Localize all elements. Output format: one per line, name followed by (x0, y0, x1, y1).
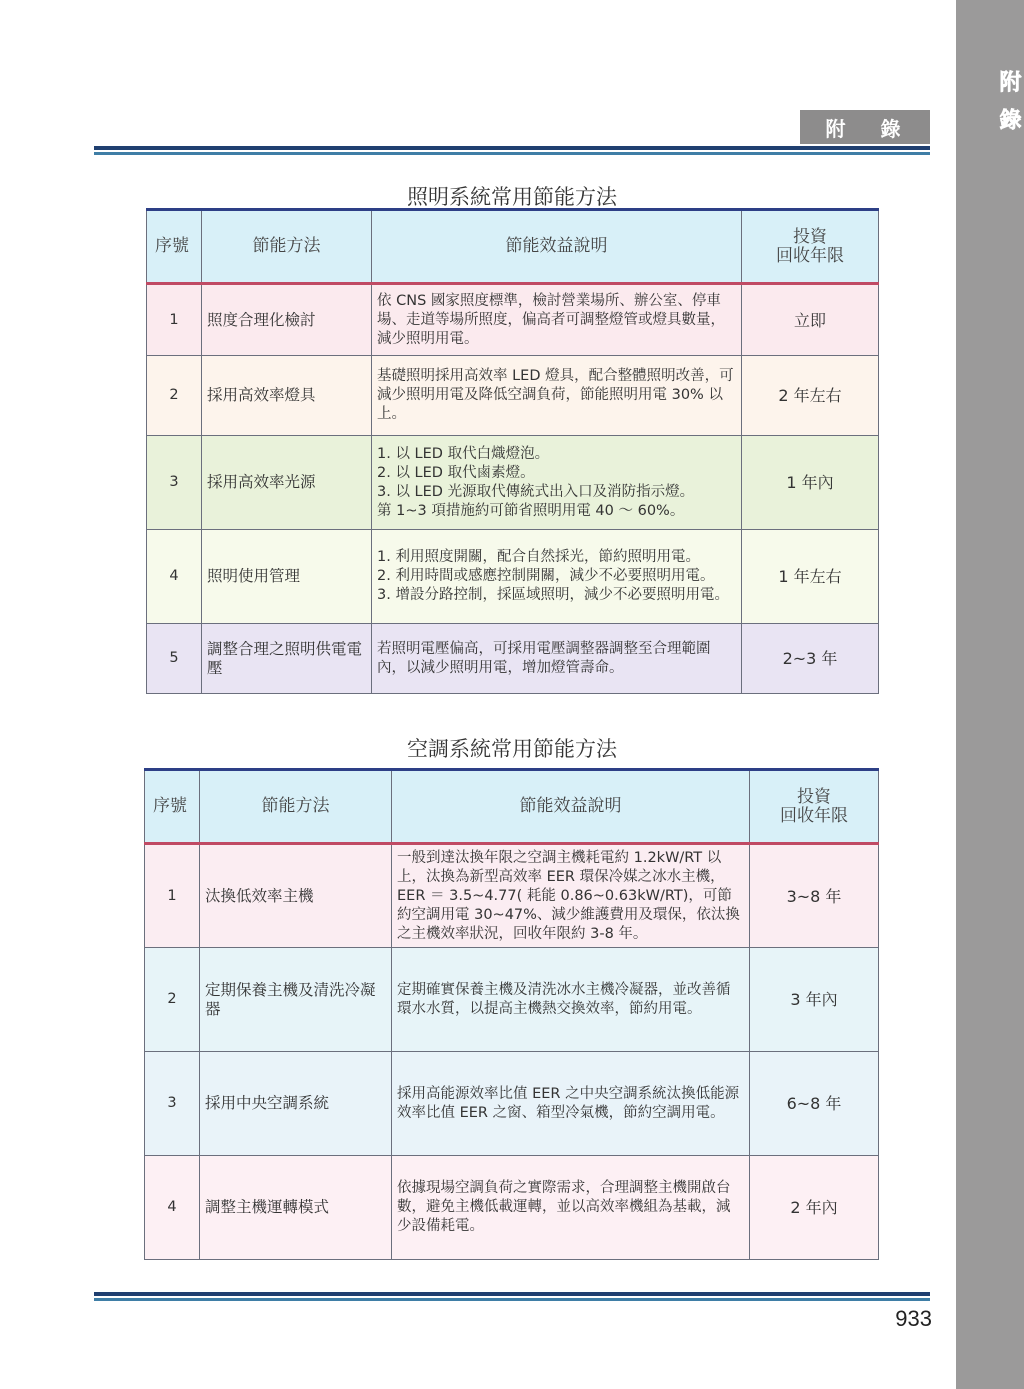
side-tab-label: 附錄 (996, 70, 1021, 146)
row-desc: 依 CNS 國家照度標準，檢討營業場所、辦公室、停車場、走道等場所照度，偏高者可調整燈管或燈具數量，減少照明用電。 (372, 284, 742, 356)
row-period: 3~8 年 (750, 844, 879, 948)
table-row (145, 948, 879, 1052)
lighting-table (146, 208, 879, 694)
row-desc: 一般到達汰換年限之空調主機耗電約 1.2kW/RT 以上，汰換為新型高效率 EER 環保冷媒之冰水主機，EER ＝ 3.5~4.77( 耗能 0.86~0.63kW/RT)，可節約空調用電 30~47%、減少維護費用及環保，依汰換之主機效率狀況，回收年限約 3-8 年。 (392, 844, 750, 948)
row-desc: 1. 以 LED 取代白熾燈泡。 2. 以 LED 取代鹵素燈。 3. 以 LED 光源取代傳統式出入口及消防指示燈。 第 1~3 項措施約可節省照明用電 40 ～ 60%。 (372, 436, 742, 530)
row-method: 採用高效率燈具 (202, 356, 372, 436)
row-period: 3 年內 (750, 948, 879, 1052)
header-method: 節能方法 (200, 770, 392, 844)
row-no: 3 (145, 1052, 200, 1156)
row-method: 汰換低效率主機 (200, 844, 392, 948)
row-no: 3 (147, 436, 202, 530)
header-payback: 投資 回收年限 (750, 770, 879, 844)
aircon-table (144, 768, 879, 1260)
row-method: 照明使用管理 (202, 530, 372, 624)
row-no: 2 (147, 356, 202, 436)
table-row (147, 530, 879, 624)
header-payback: 投資 回收年限 (742, 210, 879, 284)
row-method: 照度合理化檢討 (202, 284, 372, 356)
aircon-header-row (145, 770, 879, 844)
row-period: 2 年左右 (742, 356, 879, 436)
row-method: 調整合理之照明供電電壓 (202, 624, 372, 694)
page-number: 933 (895, 1306, 932, 1331)
footer-rule (94, 1292, 930, 1301)
row-period: 1 年左右 (742, 530, 879, 624)
row-no: 4 (147, 530, 202, 624)
row-method: 採用高效率光源 (202, 436, 372, 530)
header-benefit: 節能效益說明 (372, 210, 742, 284)
header-benefit: 節能效益說明 (392, 770, 750, 844)
aircon-table-title: 空調系統常用節能方法 (407, 737, 617, 761)
section-header-label: 附 錄 (800, 110, 930, 144)
table-row (147, 356, 879, 436)
row-desc: 1. 利用照度開關，配合自然採光，節約照明用電。 2. 利用時間或感應控制開關，減少不必要照明用電。 3. 增設分路控制，採區域照明，減少不必要照明用電。 (372, 530, 742, 624)
side-chapter-tab (956, 0, 1024, 1389)
table-row (145, 844, 879, 948)
lighting-header-row (147, 210, 879, 284)
row-no: 1 (147, 284, 202, 356)
lighting-table-title: 照明系統常用節能方法 (407, 185, 617, 209)
row-no: 5 (147, 624, 202, 694)
table-row (147, 624, 879, 694)
row-method: 調整主機運轉模式 (200, 1156, 392, 1260)
row-period: 2~3 年 (742, 624, 879, 694)
row-desc: 定期確實保養主機及清洗冰水主機冷凝器，並改善循環水水質，以提高主機熱交換效率，節約用電。 (392, 948, 750, 1052)
row-period: 1 年內 (742, 436, 879, 530)
row-method: 定期保養主機及清洗冷凝器 (200, 948, 392, 1052)
header-method: 節能方法 (202, 210, 372, 284)
table-row (145, 1052, 879, 1156)
row-no: 1 (145, 844, 200, 948)
row-desc: 若照明電壓偏高，可採用電壓調整器調整至合理範圍內，以減少照明用電，增加燈管壽命。 (372, 624, 742, 694)
row-desc: 基礎照明採用高效率 LED 燈具，配合整體照明改善，可減少照明用電及降低空調負荷，節能照明用電 30% 以上。 (372, 356, 742, 436)
header-no: 序號 (147, 210, 202, 284)
table-row (147, 284, 879, 356)
header-rule (94, 146, 930, 155)
row-no: 4 (145, 1156, 200, 1260)
row-desc: 依據現場空調負荷之實際需求，合理調整主機開啟台數，避免主機低載運轉，並以高效率機組為基載，減少設備耗電。 (392, 1156, 750, 1260)
row-desc: 採用高能源效率比值 EER 之中央空調系統汰換低能源效率比值 EER 之窗、箱型冷氣機，節約空調用電。 (392, 1052, 750, 1156)
table-row (147, 436, 879, 530)
row-period: 立即 (742, 284, 879, 356)
header-no: 序號 (145, 770, 200, 844)
row-period: 6~8 年 (750, 1052, 879, 1156)
row-method: 採用中央空調系統 (200, 1052, 392, 1156)
table-row (145, 1156, 879, 1260)
row-no: 2 (145, 948, 200, 1052)
row-period: 2 年內 (750, 1156, 879, 1260)
